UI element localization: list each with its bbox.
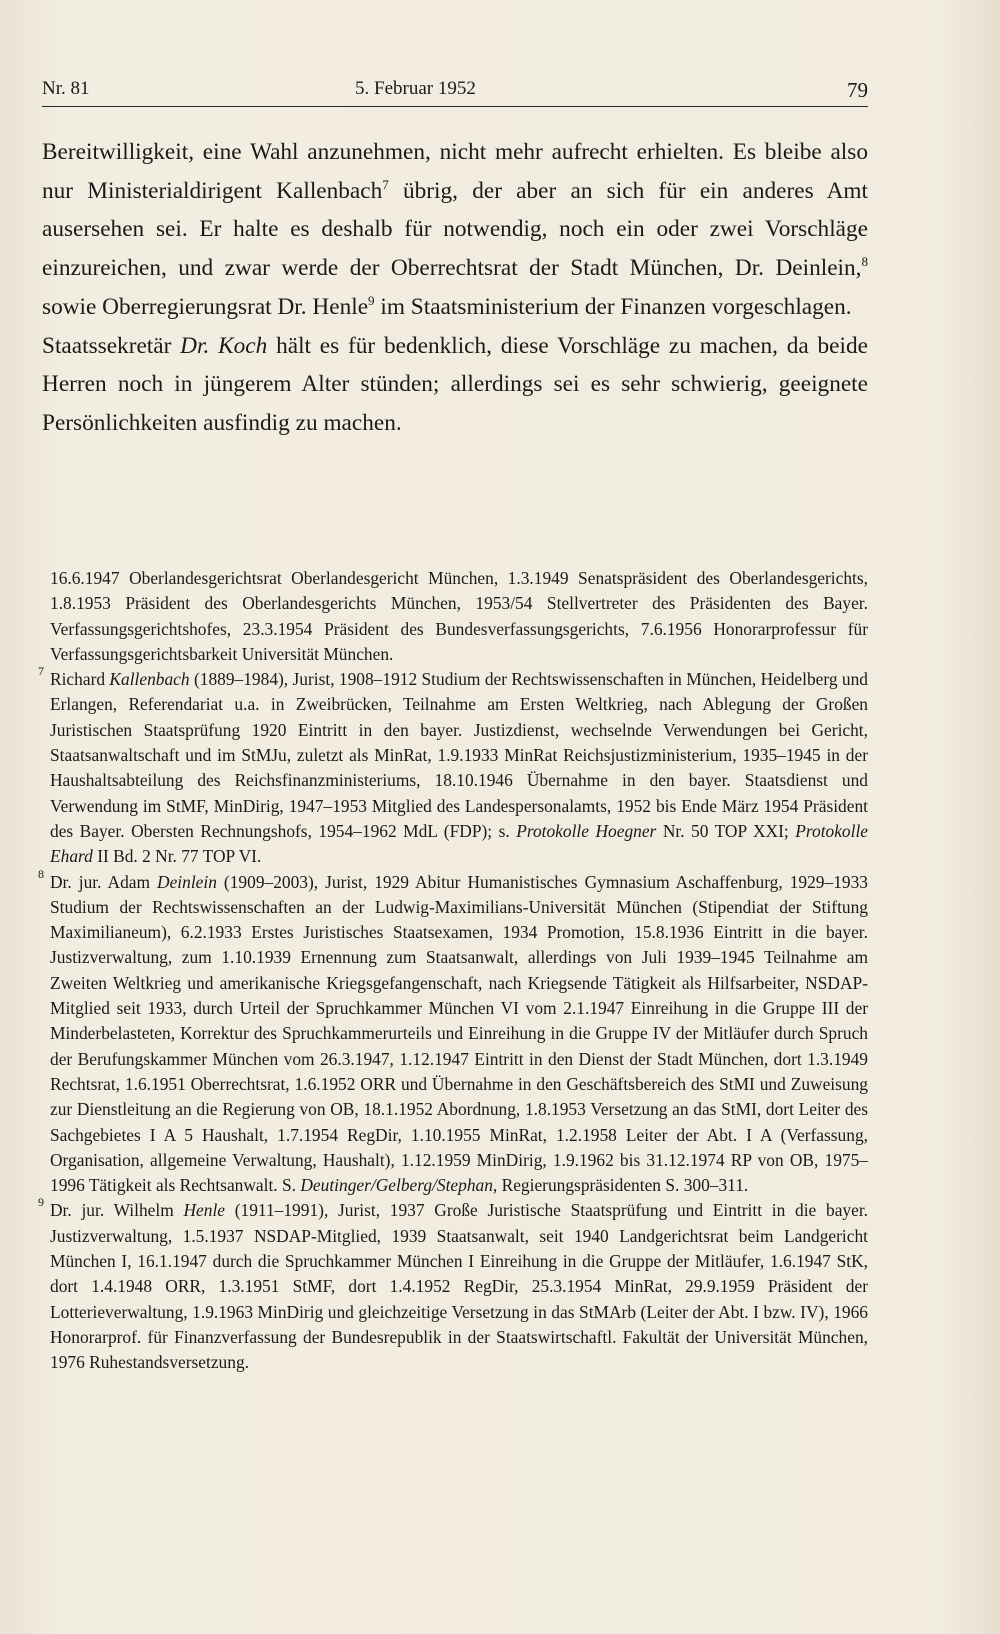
running-header (42, 78, 868, 108)
document-number: Nr. 81 (42, 78, 90, 99)
footnote-number: 8 (38, 866, 44, 881)
speaker-name: Dr. Koch (180, 332, 268, 359)
person-name: Kallenbach (109, 669, 190, 690)
footnote-reference: 9 (368, 292, 375, 308)
main-text (42, 133, 868, 443)
citation-title: Protokolle Hoegner (516, 820, 657, 841)
paragraph: Staatssekretär Dr. Koch hält es für bedenklich, diese Vorschläge zu machen, da beide Herren noch in jüngerem Alter stünden; allerdings sei es sehr schwierig, geeignete Persönlichkeiten ausfindig zu machen. (42, 332, 868, 436)
footnotes (38, 566, 869, 1376)
citation-title: Protokolle Ehard (50, 820, 869, 867)
page-number: 79 (847, 78, 868, 102)
footnote-number: 9 (38, 1195, 44, 1210)
person-name: Henle (183, 1200, 226, 1221)
header-date: 5. Februar 1952 (355, 78, 476, 99)
footnote-8: 8 Dr. jur. Adam Deinlein (1909–2003), Jurist, 1929 Abitur Humanistisches Gymnasium Aschaffenburg, 1929–1933 Studium der Rechtswissenschaften an der Ludwig-Maximilians-Universität München (Stipendiat der Stiftung Maximilianeum), 6.2.1933 Erstes Juristisches Staatsexamen, 1934 Promotion, 15.8.1936 Eintritt in die bayer. Justizverwaltung, zum 1.10.1939 Ernennung zum Staatsanwalt, allerdings von Juli 1939–1945 Teilnahme am Zweiten Weltkrieg und amerikanische Kriegsgefangenschaft, nach Kriegsende Tätigkeit als Hilfsarbeiter, NSDAP-Mitglied seit 1933, durch Urteil der Spruchkammer München VI vom 2.1.1947 Einreihung in die Gruppe III der Minderbelasteten, Korrektur des Spruchkammerurteils und Einreihung in die Gruppe IV der Mitläufer durch Spruch der Berufungskammer München vom 26.3.1947, 1.12.1947 Eintritt in den Dienst der Stadt München, dort 1.3.1949 Rechtsrat, 1.6.1951 Oberrechtsrat, 1.6.1952 ORR und Übernahme in den Geschäftsbereich des StMI und Zuweisung zur Dienstleitung an die Regierung von OB, 18.1.1952 Abordnung, 1.8.1953 Versetzung an das StMI, dort Leiter des Sachgebietes I A 5 Haushalt, 1.7.1954 RegDir, 1.10.1955 MinRat, 1.2.1958 Leiter der Abt. I A (Verfassung, Organisation, allgemeine Verwaltung, Haushalt), 1.12.1959 MinDirig, 1.9.1962 bis 31.12.1974 RP von OB, 1975–1996 Tätigkeit als Rechtsanwalt. S. Deutinger/Gelberg/Stephan, Regierungspräsidenten S. 300–311. (38, 866, 868, 1196)
footnote-number: 7 (38, 664, 44, 679)
person-name: Deinlein (157, 871, 217, 892)
footnote-reference: 8 (861, 254, 868, 270)
footnote-7: 7 Richard Kallenbach (1889–1984), Jurist, 1908–1912 Studium der Rechtswissenschaften in München, Heidelberg und Erlangen, Referendariat u.a. in Zweibrücken, Teilnahme am Ersten Weltkrieg, nach Ablegung der Großen Juristischen Staatsprüfung 1920 Eintritt in den bayer. Justizdienst, wechselnde Verwendungen bei Gericht, Staatsanwaltschaft und im StMJu, zuletzt als MinRat, 1.9.1933 MinRat Reichsjustizministerium, 1935–1945 in der Haushaltsabteilung des Reichsfinanzministeriums, 18.10.1946 Übernahme in den bayer. Staatsdienst und Verwendung im StMF, MinDirig, 1947–1953 Mitglied des Landespersonalamts, 1952 bis Ende März 1954 Präsident des Bayer. Obersten Rechnungshofs, 1954–1962 MdL (FDP); s. Protokolle Hoegner Nr. 50 TOP XXI; Protokolle Ehard II Bd. 2 Nr. 77 TOP VI. (38, 664, 869, 867)
paragraph: Bereitwilligkeit, eine Wahl anzunehmen, nicht mehr aufrecht erhielten. Es bleibe also nur Ministerialdirigent Kallenbach$^7$ übrig, der aber an sich für ein anderes Amt ausersehen sei. Er halte es deshalb für notwendig, noch ein oder zwei Vorschläge einzureichen, und zwar werde der Oberrechtsrat der Stadt München, Dr. Deinlein,$^8$ sowie Oberregierungsrat Dr. Henle$^9$ im Staatsministerium der Finanzen vorgeschlagen. (42, 139, 868, 320)
header-rule (42, 106, 868, 107)
footnote-9: 9 Dr. jur. Wilhelm Henle (1911–1991), Jurist, 1937 Große Juristische Staatsprüfung und Eintritt in die bayer. Justizverwaltung, 1.5.1937 NSDAP-Mitglied, 1939 Staatsanwalt, seit 1940 Landgerichtsrat beim Landgericht München I, 16.1.1947 durch die Spruchkammer München I Einreihung in die Gruppe der Mitläufer, 1.6.1947 StK, dort 1.4.1948 ORR, 1.3.1951 StMF, dort 1.4.1952 RegDir, 25.3.1954 MinRat, 29.9.1959 Präsident der Lotterieverwaltung, 1.9.1963 MinDirig und gleichzeitige Versetzung in das StMArb (Leiter der Abt. I bzw. IV), 1966 Honorarprof. für Finanzverfassung der Bundesrepublik in der Staatswirtschaftl. Fakultät der Universität München, 1976 Ruhestandsversetzung. (38, 1195, 869, 1373)
citation-authors: Deutinger/Gelberg/Stephan, (300, 1175, 498, 1196)
footnote-reference: 7 (382, 176, 389, 192)
footnote-continuation: 16.6.1947 Oberlandesgerichtsrat Oberlandesgericht München, 1.3.1949 Senatspräsident des Oberlandesgerichts, 1.8.1953 Präsident des Oberlandesgerichts München, 1953/54 Stellvertreter des Präsidenten des Bayer. Verfassungsgerichtshofes, 23.3.1954 Präsident des Bundesverfassungsgerichts, 7.6.1956 Honorarprofessur für Verfassungsgerichtsbarkeit Universität München. (50, 568, 868, 664)
